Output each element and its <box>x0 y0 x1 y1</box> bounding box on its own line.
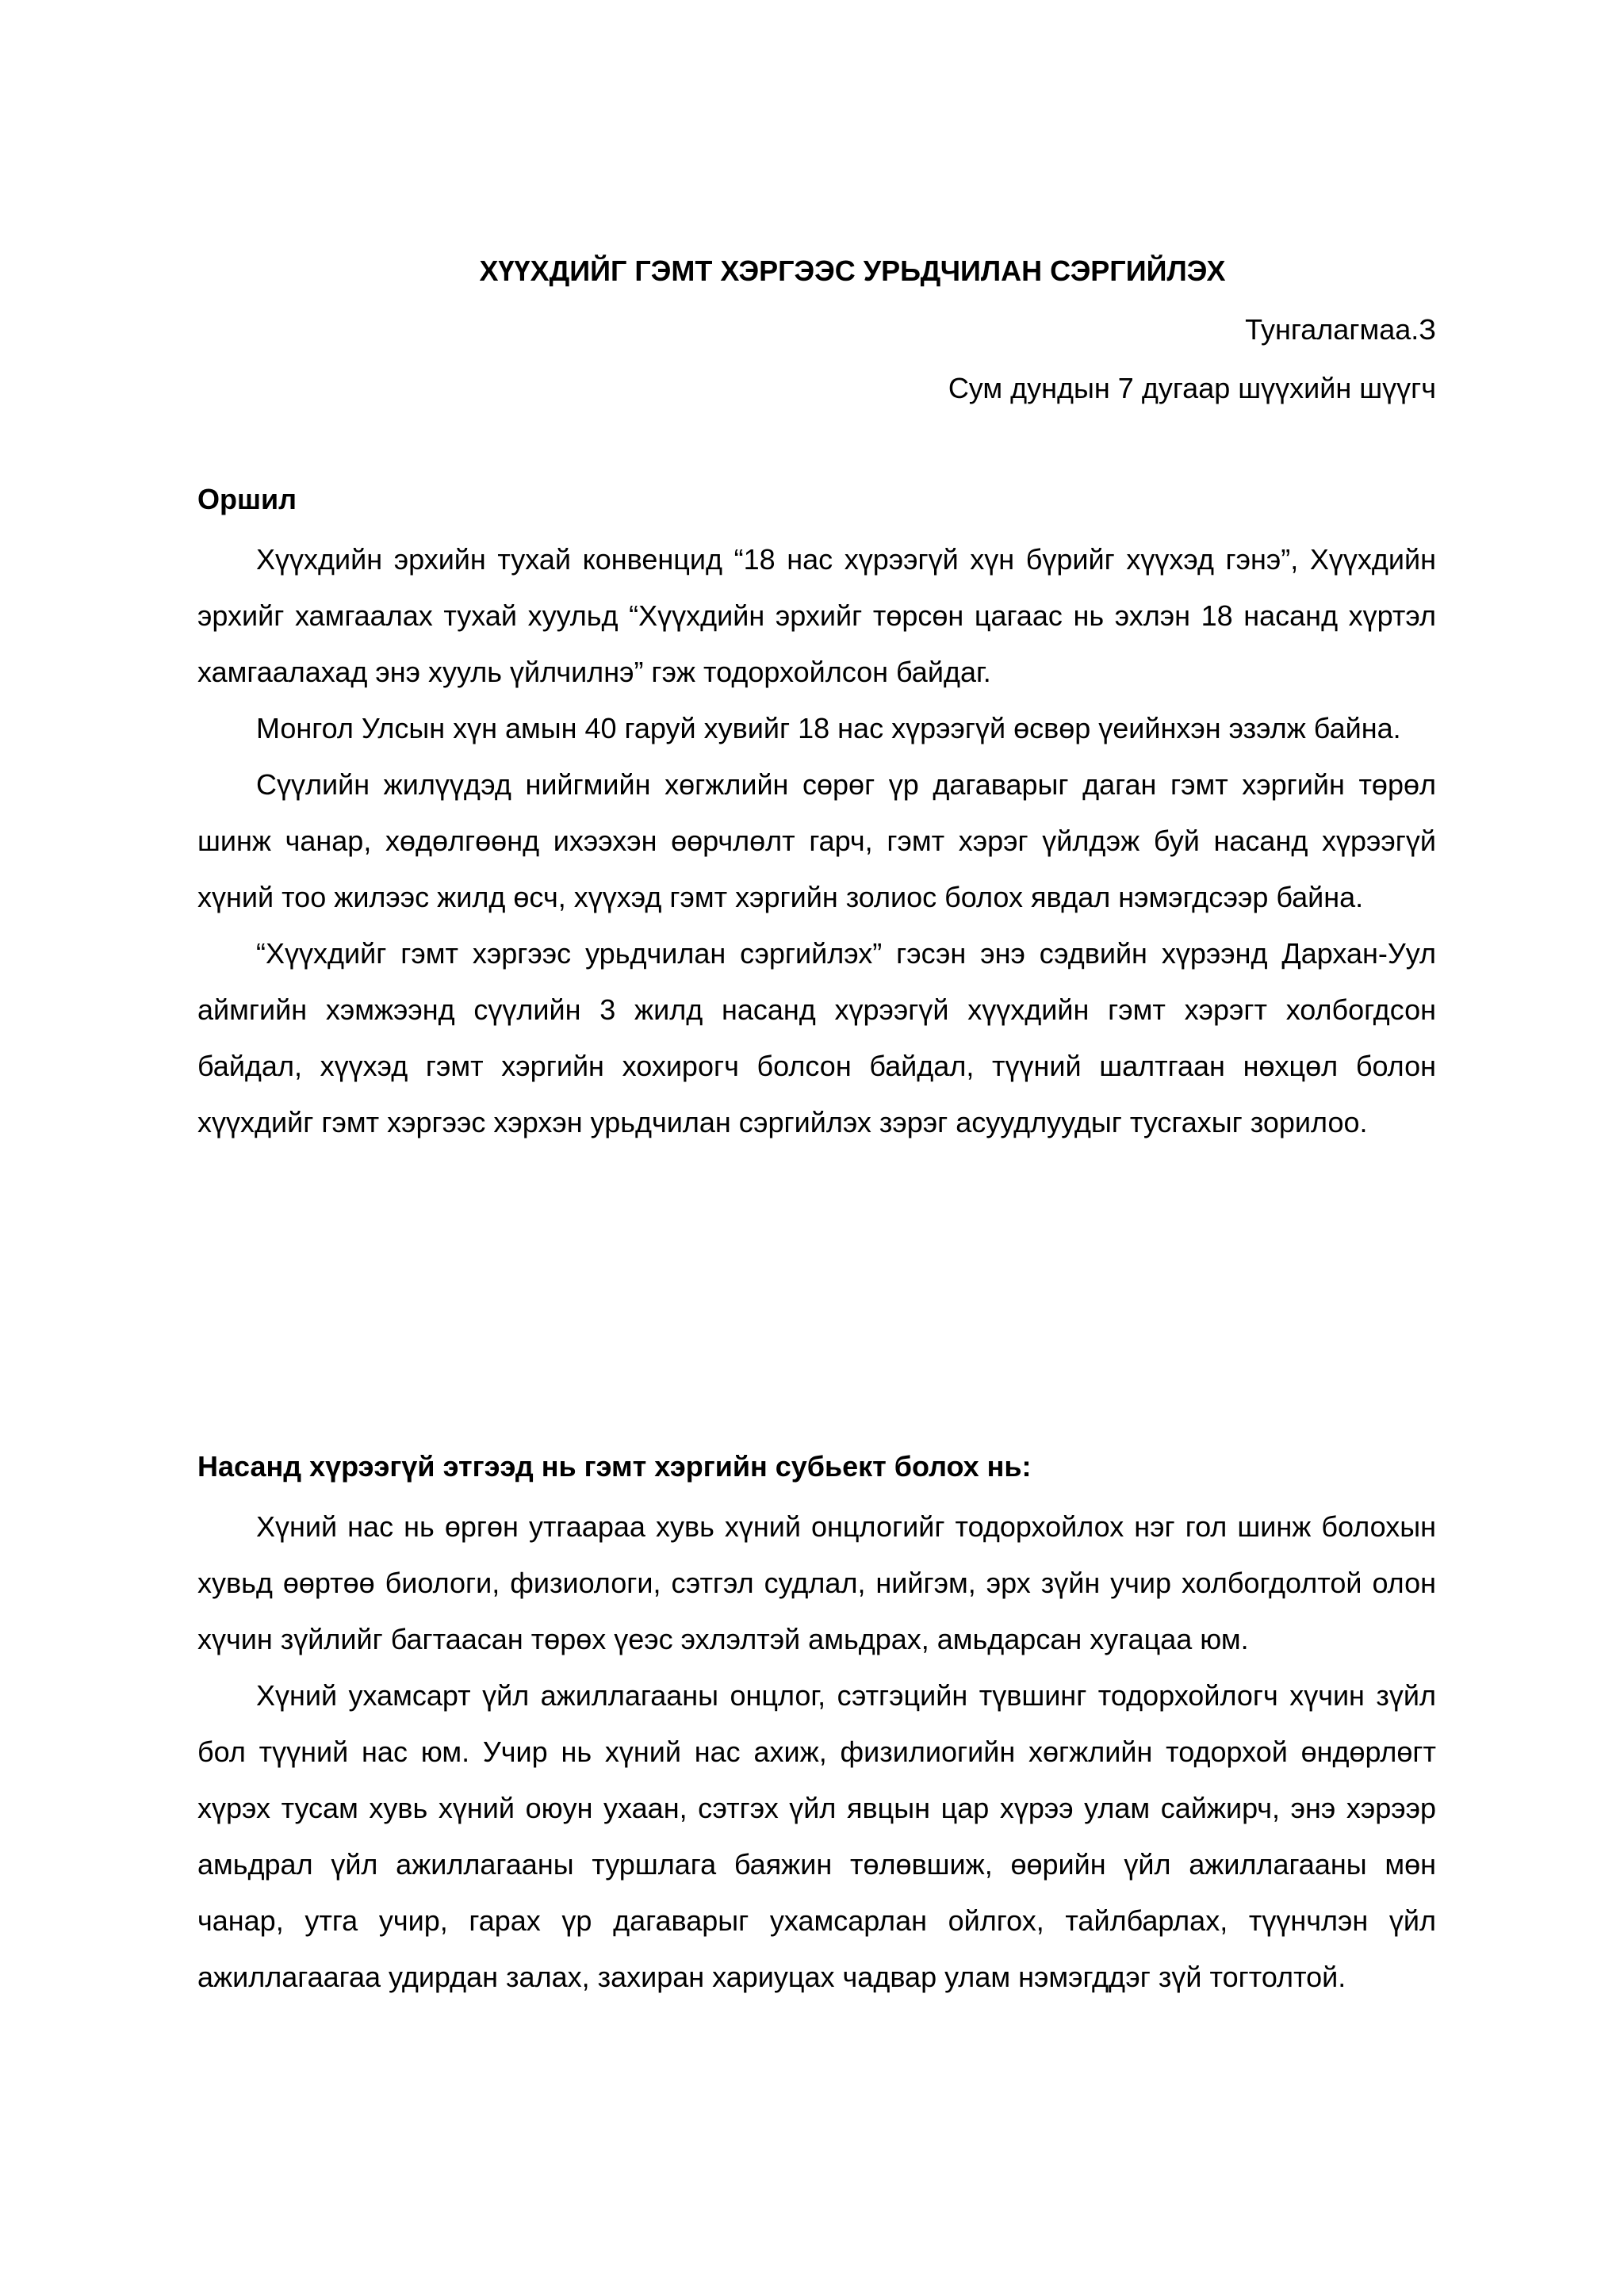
paragraph: Хүүхдийн эрхийн тухай конвенцид “18 нас хүрээгүй хүн бүрийг хүүхэд гэнэ”, Хүүхдийн эрхийг хамгаалах тухай хуульд “Хүүхдийн эрхийг төрсөн цагаас нь эхлэн 18 насанд хүртэл хамгаалахад энэ хууль үйлчилнэ” гэж тодорхойлсон байдаг. <box>197 543 1436 688</box>
paragraph: Хүний ухамсарт үйл ажиллагааны онцлог, сэтгэцийн түвшинг тодорхойлогч хүчин зүйл бол түүний нас юм. Учир нь хүний нас ахиж, физилиогийн хөгжлийн тодорхой өндөрлөгт хүрэх тусам хувь хүний оюун ухаан, сэтгэх үйл явцын цар хүрээ улам сайжирч, энэ хэрээр амьдрал үйл ажиллагааны туршлага баяжин төлөвшиж, өөрийн үйл ажиллагааны мөн чанар, утга учир, гарах үр дагаварыг ухамсарлан ойлгох, тайлбарлах, түүнчлэн үйл ажиллагаагаа удирдан залах, захиран хариуцах чадвар улам нэмэгддэг зүй тогтолтой. <box>197 1679 1436 1993</box>
paragraph: “Хүүхдийг гэмт хэргээс урьдчилан сэргийлэх” гэсэн энэ сэдвийн хүрээнд Дархан-Уул аймгийн хэмжээнд сүүлийн 3 жилд насанд хүрээгүй хүүхдийн гэмт хэрэгт холбогдсон байдал, хүүхэд гэмт хэргийн хохирогч болсон байдал, түүний шалтгаан нөхцөл болон хүүхдийг гэмт хэргээс хэрхэн урьдчилан сэргийлэх зэрэг асуудлуудыг тусгахыг зорилоо. <box>197 937 1436 1138</box>
paragraph: Монгол Улсын хүн амын 40 гаруй хувийг 18 нас хүрээгүй өсвөр үеийнхэн эзэлж байна. <box>256 712 1401 744</box>
author-name: Тунгалагмаа.З <box>1245 313 1436 346</box>
section-body-juvenile-subject <box>197 1498 1436 2005</box>
paragraph: Хүний нас нь өргөн утгаараа хувь хүний онцлогийг тодорхойлох нэг гол шинж болохын хувьд өөртөө биологи, физиологи, сэтгэл судлал, нийгэм, эрх зүйн учир холбогдолтой олон хүчин зүйлийг багтаасан төрөх үеэс эхлэлтэй амьдрах, амьдарсан хугацаа юм. <box>197 1510 1436 1655</box>
section-heading-introduction: Оршил <box>197 483 297 515</box>
section-body-introduction <box>197 531 1436 1150</box>
paragraph: Сүүлийн жилүүдэд нийгмийн хөгжлийн сөрөг үр дагаварыг даган гэмт хэргийн төрөл шинж чанар, хөдөлгөөнд ихээхэн өөрчлөлт гарч, гэмт хэрэг үйлдэж буй насанд хүрээгүй хүний тоо жилээс жилд өсч, хүүхэд гэмт хэргийн золиос болох явдал нэмэгдсээр байна. <box>197 768 1436 913</box>
section-heading-juvenile-subject: Насанд хүрээгүй этгээд нь гэмт хэргийн субьект болох нь: <box>197 1450 1032 1483</box>
document-title: ХҮҮХДИЙГ ГЭМТ ХЭРГЭЭС УРЬДЧИЛАН СЭРГИЙЛЭХ <box>479 254 1226 287</box>
document-page <box>197 0 1436 2296</box>
author-affiliation: Сум дундын 7 дугаар шүүхийн шүүгч <box>948 372 1436 404</box>
